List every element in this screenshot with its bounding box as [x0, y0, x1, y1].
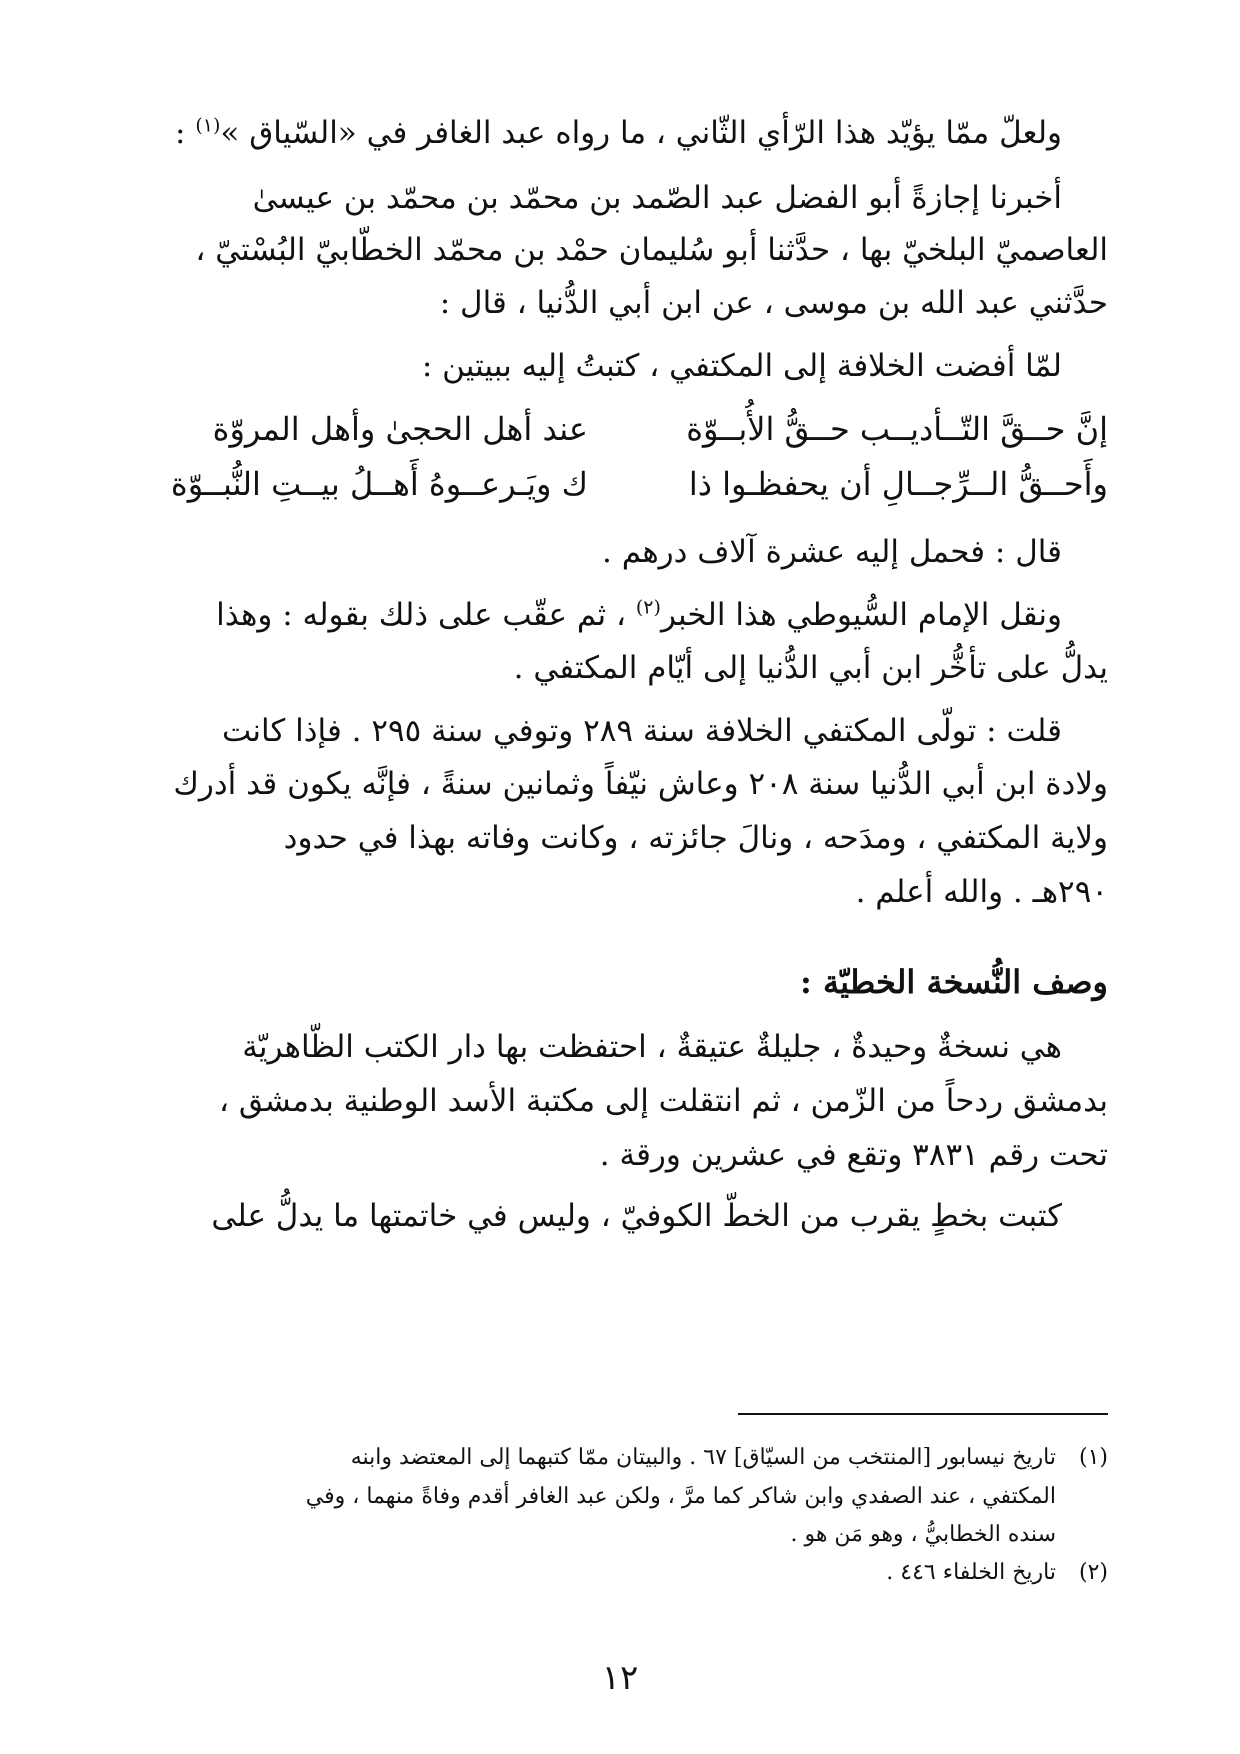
footnote-1-number: (١) — [1078, 1445, 1108, 1470]
footnote-1-line-1 — [138, 1441, 1108, 1475]
footnote-ref-2[interactable]: (٢) — [635, 596, 661, 619]
verse-2-first-hemistich: وأَحــقُّ الــرِّجــالِ أن يحفظـوا ذا — [688, 465, 1108, 503]
footnote-1-line-2: المكتفي ، عند الصفدي وابن شاكر كما مرَّ ، ولكن عبد الغافر أقدم وفاةً منهما ، وفي — [305, 1484, 1056, 1509]
isnad-line-2: العاصميّ البلخيّ بها ، حدَّثنا أبو سُليمان حمْد بن محمّد الخطّابيّ البُسْتيّ ، — [195, 232, 1108, 268]
note-line-3: ولاية المكتفي ، ومدَحه ، ونالَ جائزته ، وكانت وفاته بهذا في حدود — [283, 820, 1108, 856]
paragraph-intro-text: ولعلّ ممّا يؤيّد هذا الرّأي الثّاني ، ما رواه عبد الغافر في «السّياق » — [220, 115, 1062, 151]
footnote-1-line-3: سنده الخطابيُّ ، وهو مَن هو . — [790, 1522, 1056, 1547]
note-line-2: ولادة ابن أبي الدُّنيا سنة ٢٠٨ وعاش نيّفاً وثمانين سنةً ، فإنَّه يكون قد أدرك — [173, 766, 1108, 802]
verse-1-second-hemistich: عند أهل الحجىٰ وأهل المروّة — [212, 410, 588, 448]
footnote-ref-1[interactable]: (١) — [195, 114, 221, 137]
verse-2-second-hemistich: ك ويَـرعــوهُ أَهــلُ بيــتِ النُّبــوّة — [170, 465, 588, 503]
note-line-4: ٢٩٠هـ . والله أعلم . — [855, 874, 1108, 910]
manuscript-line-4: كتبت بخطٍ يقرب من الخطّ الكوفيّ ، وليس في خاتمتها ما يدلُّ على — [211, 1198, 1062, 1234]
section-heading: وصف النُّسخة الخطيّة : — [800, 963, 1108, 1001]
suyuti-line-1-a: ونقل الإمام السُّيوطي هذا الخبر — [660, 597, 1062, 633]
note-line-1: قلت : تولّى المكتفي الخلافة سنة ٢٨٩ وتوفي سنة ٢٩٥ . فإذا كانت — [221, 713, 1062, 749]
page-number: ١٢ — [601, 1658, 639, 1698]
footnote-2-number: (٢) — [1078, 1560, 1108, 1585]
footnote-2-line-1 — [138, 1556, 1108, 1590]
paragraph-intro-tail: : — [175, 115, 196, 151]
suyuti-line-1-b: ، ثم عقّب على ذلك بقوله : وهذا — [216, 597, 636, 633]
isnad-line-3: حدَّثني عبد الله بن موسى ، عن ابن أبي الدُّنيا ، قال : — [439, 285, 1108, 321]
paragraph-intro-line — [138, 113, 1062, 153]
suyuti-line-2: يدلُّ على تأخُّر ابن أبي الدُّنيا إلى أيّام المكتفي . — [513, 650, 1108, 686]
manuscript-line-1: هي نسخةٌ وحيدةٌ ، جليلةٌ عتيقةٌ ، احتفظت بها دار الكتب الظّاهريّة — [242, 1029, 1062, 1065]
isnad-line-1: أخبرنا إجازةً أبو الفضل عبد الصّمد بن محمّد بن محمّد بن عيسىٰ — [252, 180, 1062, 216]
quote-intro: لمّا أفضت الخلافة إلى المكتفي ، كتبتُ إليه ببيتين : — [421, 348, 1062, 384]
verse-1 — [138, 407, 1108, 451]
suyuti-line-1 — [138, 595, 1062, 635]
footnote-separator — [738, 1413, 1108, 1415]
verse-2 — [138, 462, 1108, 506]
footnote-1-text-1: تاريخ نيسابور [المنتخب من السيّاق] ٦٧ . والبيتان ممّا كتبهما إلى المعتضد وابنه — [350, 1445, 1056, 1470]
result-line: قال : فحمل إليه عشرة آلاف درهم . — [601, 534, 1062, 570]
manuscript-line-2: بدمشق ردحاً من الزّمن ، ثم انتقلت إلى مكتبة الأسد الوطنية بدمشق ، — [218, 1083, 1108, 1119]
manuscript-line-3: تحت رقم ٣٨٣١ وتقع في عشرين ورقة . — [599, 1137, 1108, 1173]
verse-1-first-hemistich: إنَّ حــقَّ التّــأديــب حــقُّ الأُبــوّة — [686, 410, 1108, 448]
footnote-2-text-1: تاريخ الخلفاء ٤٤٦ . — [886, 1560, 1056, 1585]
